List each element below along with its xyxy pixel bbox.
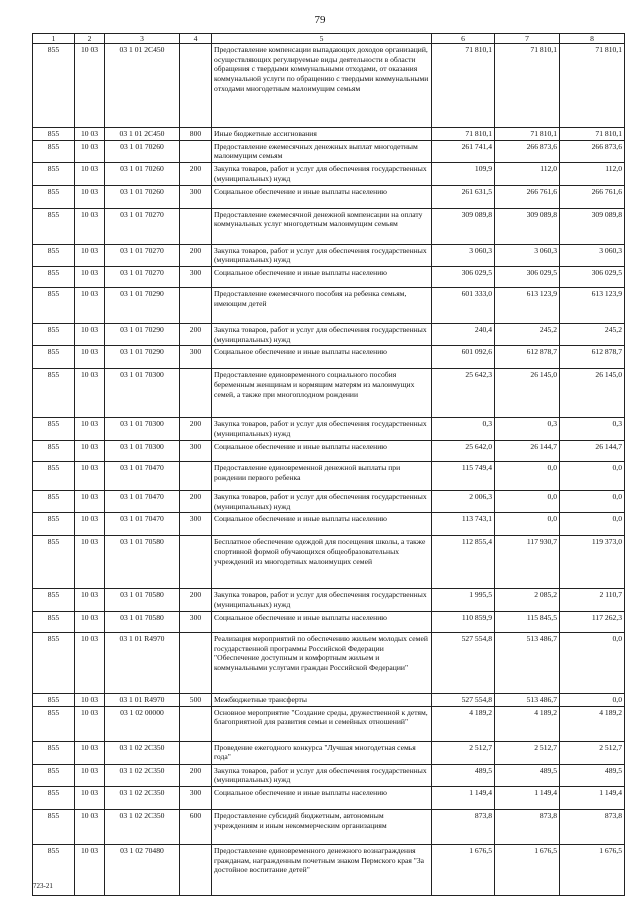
cell-v8: 3 060,3	[560, 244, 625, 266]
cell-c4: 200	[180, 324, 212, 346]
cell-c4	[180, 632, 212, 693]
cell-text: Социальное обеспечение и иные выплаты населению	[212, 267, 432, 288]
column-header: 5	[212, 34, 432, 44]
cell-c4: 200	[180, 490, 212, 512]
cell-v7: 513 486,7	[495, 632, 560, 693]
cell-c3: 03 1 01 70580	[105, 611, 180, 632]
cell-c3: 03 1 01 70300	[105, 440, 180, 461]
cell-c2: 10 03	[75, 461, 105, 490]
cell-c3: 03 1 01 70270	[105, 244, 180, 266]
cell-c4	[180, 369, 212, 418]
table-row	[33, 418, 625, 440]
cell-v8: 613 123,9	[560, 288, 625, 324]
cell-v8: 0,0	[560, 461, 625, 490]
cell-v8: 26 145,0	[560, 369, 625, 418]
cell-v8: 309 089,8	[560, 208, 625, 244]
column-header: 1	[33, 34, 75, 44]
cell-c1: 855	[33, 589, 75, 611]
cell-v6: 113 743,1	[432, 513, 495, 536]
cell-v8: 245,2	[560, 324, 625, 346]
cell-v6: 25 642,0	[432, 440, 495, 461]
cell-c3: 03 1 01 70580	[105, 536, 180, 589]
cell-c1: 855	[33, 324, 75, 346]
cell-v7: 2 085,2	[495, 589, 560, 611]
column-header: 4	[180, 34, 212, 44]
footer-code: 723-21	[33, 882, 53, 890]
cell-text: Закупка товаров, работ и услуг для обеспечения государственных (муниципальных) нужд	[212, 418, 432, 440]
cell-c2: 10 03	[75, 844, 105, 895]
cell-v6: 1 676,5	[432, 844, 495, 895]
table-row	[33, 288, 625, 324]
cell-c2: 10 03	[75, 706, 105, 741]
cell-v8: 2 110,7	[560, 589, 625, 611]
cell-c2: 10 03	[75, 418, 105, 440]
table-row	[33, 764, 625, 786]
cell-c4	[180, 536, 212, 589]
cell-c3: 03 1 01 70270	[105, 208, 180, 244]
cell-v6: 240,4	[432, 324, 495, 346]
cell-c4: 200	[180, 163, 212, 185]
cell-v7: 3 060,3	[495, 244, 560, 266]
cell-c1: 855	[33, 706, 75, 741]
cell-v6: 1 149,4	[432, 786, 495, 809]
table-row	[33, 128, 625, 141]
cell-v7: 245,2	[495, 324, 560, 346]
cell-c4	[180, 741, 212, 764]
cell-c1: 855	[33, 786, 75, 809]
cell-c1: 855	[33, 185, 75, 208]
cell-text: Предоставление единовременной денежной выплаты при рождении первого ребенка	[212, 461, 432, 490]
cell-c4	[180, 844, 212, 895]
cell-c3: 03 1 01 2С450	[105, 128, 180, 141]
cell-v7: 306 029,5	[495, 267, 560, 288]
table-row	[33, 440, 625, 461]
cell-v6: 489,5	[432, 764, 495, 786]
cell-v7: 613 123,9	[495, 288, 560, 324]
cell-c2: 10 03	[75, 440, 105, 461]
cell-v7: 873,8	[495, 809, 560, 844]
cell-v7: 26 145,0	[495, 369, 560, 418]
cell-c1: 855	[33, 44, 75, 128]
budget-table	[32, 33, 625, 896]
cell-v7: 513 486,7	[495, 693, 560, 706]
cell-c1: 855	[33, 244, 75, 266]
cell-c1: 855	[33, 440, 75, 461]
cell-v6: 110 859,9	[432, 611, 495, 632]
cell-c2: 10 03	[75, 632, 105, 693]
cell-v6: 2 006,3	[432, 490, 495, 512]
cell-c3: 03 1 01 70290	[105, 288, 180, 324]
table-row	[33, 611, 625, 632]
cell-c4	[180, 706, 212, 741]
cell-c2: 10 03	[75, 208, 105, 244]
column-header: 8	[560, 34, 625, 44]
cell-c1: 855	[33, 513, 75, 536]
cell-c3: 03 1 01 70260	[105, 163, 180, 185]
cell-v6: 115 749,4	[432, 461, 495, 490]
cell-v8: 0,0	[560, 693, 625, 706]
cell-c3: 03 1 01 70580	[105, 589, 180, 611]
cell-v6: 1 995,5	[432, 589, 495, 611]
cell-v7: 26 144,7	[495, 440, 560, 461]
cell-c2: 10 03	[75, 267, 105, 288]
table-row	[33, 208, 625, 244]
cell-v6: 601 333,0	[432, 288, 495, 324]
cell-v8: 0,3	[560, 418, 625, 440]
cell-v7: 4 189,2	[495, 706, 560, 741]
cell-c2: 10 03	[75, 369, 105, 418]
cell-text: Основное мероприятие "Создание среды, дружественной к детям, благоприятной для развития семьи и семейных отношений"	[212, 706, 432, 741]
cell-v6: 527 554,8	[432, 632, 495, 693]
cell-c1: 855	[33, 418, 75, 440]
cell-c2: 10 03	[75, 764, 105, 786]
table-row	[33, 513, 625, 536]
cell-text: Социальное обеспечение и иные выплаты населению	[212, 786, 432, 809]
cell-c2: 10 03	[75, 346, 105, 369]
table-row	[33, 369, 625, 418]
cell-c2: 10 03	[75, 140, 105, 162]
cell-c4: 300	[180, 185, 212, 208]
cell-text: Закупка товаров, работ и услуг для обеспечения государственных (муниципальных) нужд	[212, 163, 432, 185]
cell-c3: 03 1 01 70470	[105, 490, 180, 512]
table-row	[33, 632, 625, 693]
table-row	[33, 324, 625, 346]
cell-v6: 309 089,8	[432, 208, 495, 244]
cell-v7: 2 512,7	[495, 741, 560, 764]
cell-c3: 03 1 02 2С350	[105, 741, 180, 764]
cell-c1: 855	[33, 490, 75, 512]
cell-v8: 119 373,0	[560, 536, 625, 589]
table-row	[33, 44, 625, 128]
cell-text: Социальное обеспечение и иные выплаты населению	[212, 513, 432, 536]
cell-v8: 0,0	[560, 490, 625, 512]
cell-c2: 10 03	[75, 513, 105, 536]
cell-v6: 71 810,1	[432, 128, 495, 141]
cell-c1: 855	[33, 632, 75, 693]
cell-c2: 10 03	[75, 786, 105, 809]
cell-c2: 10 03	[75, 809, 105, 844]
cell-v7: 309 089,8	[495, 208, 560, 244]
cell-c3: 03 1 02 2С350	[105, 786, 180, 809]
table-row	[33, 185, 625, 208]
cell-c3: 03 1 01 70290	[105, 324, 180, 346]
cell-c1: 855	[33, 208, 75, 244]
column-header: 3	[105, 34, 180, 44]
table-row	[33, 706, 625, 741]
cell-v8: 0,0	[560, 513, 625, 536]
cell-v6: 527 554,8	[432, 693, 495, 706]
table-row	[33, 244, 625, 266]
cell-c4	[180, 140, 212, 162]
cell-text: Предоставление единовременного денежного вознаграждения гражданам, награжденным почетным знаком Пермского края "За достойное воспитание детей"	[212, 844, 432, 895]
cell-c4: 500	[180, 693, 212, 706]
table-row	[33, 163, 625, 185]
cell-v8: 26 144,7	[560, 440, 625, 461]
cell-text: Закупка товаров, работ и услуг для обеспечения государственных (муниципальных) нужд	[212, 764, 432, 786]
cell-c3: 03 1 02 2С350	[105, 809, 180, 844]
cell-v8: 4 189,2	[560, 706, 625, 741]
cell-v7: 71 810,1	[495, 44, 560, 128]
cell-v8: 489,5	[560, 764, 625, 786]
cell-c3: 03 1 01 R4970	[105, 693, 180, 706]
table-row	[33, 786, 625, 809]
cell-c4: 300	[180, 440, 212, 461]
cell-c1: 855	[33, 140, 75, 162]
cell-c4: 600	[180, 809, 212, 844]
cell-c1: 855	[33, 288, 75, 324]
cell-v8: 0,0	[560, 632, 625, 693]
cell-text: Иные бюджетные ассигнования	[212, 128, 432, 141]
table-row	[33, 741, 625, 764]
cell-v8: 112,0	[560, 163, 625, 185]
cell-text: Социальное обеспечение и иные выплаты населению	[212, 611, 432, 632]
cell-text: Бесплатное обеспечение одеждой для посещения школы, а также спортивной формой обучающихся общеобразовательных учреждений из многодетных малоимущих семей	[212, 536, 432, 589]
cell-c4: 200	[180, 764, 212, 786]
cell-c1: 855	[33, 764, 75, 786]
cell-v8: 1 676,5	[560, 844, 625, 895]
cell-c1: 855	[33, 267, 75, 288]
cell-v8: 71 810,1	[560, 44, 625, 128]
table-row	[33, 809, 625, 844]
header-row	[33, 34, 625, 44]
cell-v7: 1 149,4	[495, 786, 560, 809]
cell-c3: 03 1 01 70260	[105, 185, 180, 208]
cell-c1: 855	[33, 163, 75, 185]
table-row	[33, 140, 625, 162]
cell-c2: 10 03	[75, 44, 105, 128]
cell-v7: 112,0	[495, 163, 560, 185]
cell-c4: 200	[180, 244, 212, 266]
cell-v7: 489,5	[495, 764, 560, 786]
cell-v7: 0,0	[495, 490, 560, 512]
cell-c2: 10 03	[75, 185, 105, 208]
cell-c1: 855	[33, 809, 75, 844]
cell-v8: 266 873,6	[560, 140, 625, 162]
cell-c2: 10 03	[75, 693, 105, 706]
cell-v7: 0,0	[495, 461, 560, 490]
cell-v6: 4 189,2	[432, 706, 495, 741]
cell-c1: 855	[33, 369, 75, 418]
cell-v7: 71 810,1	[495, 128, 560, 141]
cell-c3: 03 1 01 70290	[105, 346, 180, 369]
cell-v6: 601 092,6	[432, 346, 495, 369]
cell-v6: 0,3	[432, 418, 495, 440]
cell-v6: 109,9	[432, 163, 495, 185]
cell-text: Социальное обеспечение и иные выплаты населению	[212, 440, 432, 461]
table-row	[33, 267, 625, 288]
cell-v7: 266 761,6	[495, 185, 560, 208]
cell-v7: 1 676,5	[495, 844, 560, 895]
table-row	[33, 844, 625, 895]
cell-text: Закупка товаров, работ и услуг для обеспечения государственных (муниципальных) нужд	[212, 244, 432, 266]
cell-v7: 0,3	[495, 418, 560, 440]
cell-c1: 855	[33, 844, 75, 895]
cell-text: Закупка товаров, работ и услуг для обеспечения государственных (муниципальных) нужд	[212, 324, 432, 346]
table-row	[33, 461, 625, 490]
cell-v6: 3 060,3	[432, 244, 495, 266]
cell-v7: 115 845,5	[495, 611, 560, 632]
cell-v8: 1 149,4	[560, 786, 625, 809]
cell-v6: 261 631,5	[432, 185, 495, 208]
cell-text: Предоставление ежемесячного пособия на ребенка семьям, имеющим детей	[212, 288, 432, 324]
column-header: 6	[432, 34, 495, 44]
cell-c2: 10 03	[75, 611, 105, 632]
cell-c2: 10 03	[75, 741, 105, 764]
cell-v6: 112 855,4	[432, 536, 495, 589]
cell-c2: 10 03	[75, 288, 105, 324]
cell-c1: 855	[33, 611, 75, 632]
cell-v7: 117 930,7	[495, 536, 560, 589]
cell-c4: 300	[180, 267, 212, 288]
cell-c4: 300	[180, 611, 212, 632]
cell-c1: 855	[33, 346, 75, 369]
cell-c1: 855	[33, 128, 75, 141]
table-row	[33, 536, 625, 589]
column-header: 7	[495, 34, 560, 44]
cell-v8: 873,8	[560, 809, 625, 844]
cell-text: Проведение ежегодного конкурса "Лучшая многодетная семья года"	[212, 741, 432, 764]
cell-c1: 855	[33, 461, 75, 490]
cell-c3: 03 1 01 70260	[105, 140, 180, 162]
page-number: 79	[314, 14, 326, 26]
cell-v6: 306 029,5	[432, 267, 495, 288]
cell-c4: 800	[180, 128, 212, 141]
cell-c3: 03 1 02 2С350	[105, 764, 180, 786]
cell-c4	[180, 288, 212, 324]
cell-c3: 03 1 01 70300	[105, 418, 180, 440]
cell-text: Закупка товаров, работ и услуг для обеспечения государственных (муниципальных) нужд	[212, 490, 432, 512]
cell-v6: 261 741,4	[432, 140, 495, 162]
cell-c3: 03 1 01 70300	[105, 369, 180, 418]
cell-v6: 25 642,3	[432, 369, 495, 418]
cell-c1: 855	[33, 693, 75, 706]
cell-text: Предоставление единовременного социального пособия беременным женщинам и кормящим матерям из малоимущих семей, а также при многоплодном рождении	[212, 369, 432, 418]
table-row	[33, 490, 625, 512]
cell-c4	[180, 44, 212, 128]
cell-c4	[180, 461, 212, 490]
cell-v8: 71 810,1	[560, 128, 625, 141]
table-row	[33, 589, 625, 611]
cell-text: Реализация мероприятий по обеспечению жильем молодых семей государственной программы Российской Федерации "Обеспечение доступным и комфортным жильем и коммунальными услугами граждан Российской Федерации"	[212, 632, 432, 693]
cell-c4: 200	[180, 418, 212, 440]
column-header: 2	[75, 34, 105, 44]
cell-c3: 03 1 02 70480	[105, 844, 180, 895]
cell-c2: 10 03	[75, 324, 105, 346]
cell-text: Закупка товаров, работ и услуг для обеспечения государственных (муниципальных) нужд	[212, 589, 432, 611]
cell-c3: 03 1 01 70470	[105, 513, 180, 536]
cell-v6: 2 512,7	[432, 741, 495, 764]
cell-text: Социальное обеспечение и иные выплаты населению	[212, 185, 432, 208]
cell-v8: 2 512,7	[560, 741, 625, 764]
cell-v6: 71 810,1	[432, 44, 495, 128]
cell-text: Предоставление субсидий бюджетным, автономным учреждениям и иным некоммерческим организациям	[212, 809, 432, 844]
table-row	[33, 346, 625, 369]
cell-c2: 10 03	[75, 163, 105, 185]
cell-c2: 10 03	[75, 536, 105, 589]
cell-v8: 117 262,3	[560, 611, 625, 632]
cell-c3: 03 1 02 00000	[105, 706, 180, 741]
cell-c4: 300	[180, 786, 212, 809]
cell-c2: 10 03	[75, 490, 105, 512]
cell-c3: 03 1 01 R4970	[105, 632, 180, 693]
cell-c4: 300	[180, 346, 212, 369]
cell-c1: 855	[33, 536, 75, 589]
cell-c2: 10 03	[75, 244, 105, 266]
cell-v7: 266 873,6	[495, 140, 560, 162]
cell-c3: 03 1 01 2С450	[105, 44, 180, 128]
cell-c1: 855	[33, 741, 75, 764]
cell-text: Предоставление ежемесячной денежной компенсации на оплату коммунальных услуг многодетным малоимущим семьям	[212, 208, 432, 244]
cell-c4: 300	[180, 513, 212, 536]
cell-v6: 873,8	[432, 809, 495, 844]
cell-v7: 612 878,7	[495, 346, 560, 369]
cell-text: Социальное обеспечение и иные выплаты населению	[212, 346, 432, 369]
cell-v7: 0,0	[495, 513, 560, 536]
cell-c4: 200	[180, 589, 212, 611]
cell-text: Предоставление компенсации выпадающих доходов организаций, осуществляющих регулируемые виды деятельности в области обращения с твердыми коммунальными отходами, от оказания коммунальной услуги по обращению с твердыми коммунальными отходами многодетным малоимущим семьям	[212, 44, 432, 128]
table-row	[33, 693, 625, 706]
cell-v8: 612 878,7	[560, 346, 625, 369]
cell-text: Межбюджетные трансферты	[212, 693, 432, 706]
cell-v8: 306 029,5	[560, 267, 625, 288]
cell-c2: 10 03	[75, 128, 105, 141]
cell-c2: 10 03	[75, 589, 105, 611]
cell-text: Предоставление ежемесячных денежных выплат многодетным малоимущим семьям	[212, 140, 432, 162]
cell-v8: 266 761,6	[560, 185, 625, 208]
cell-c4	[180, 208, 212, 244]
cell-c3: 03 1 01 70470	[105, 461, 180, 490]
cell-c3: 03 1 01 70270	[105, 267, 180, 288]
